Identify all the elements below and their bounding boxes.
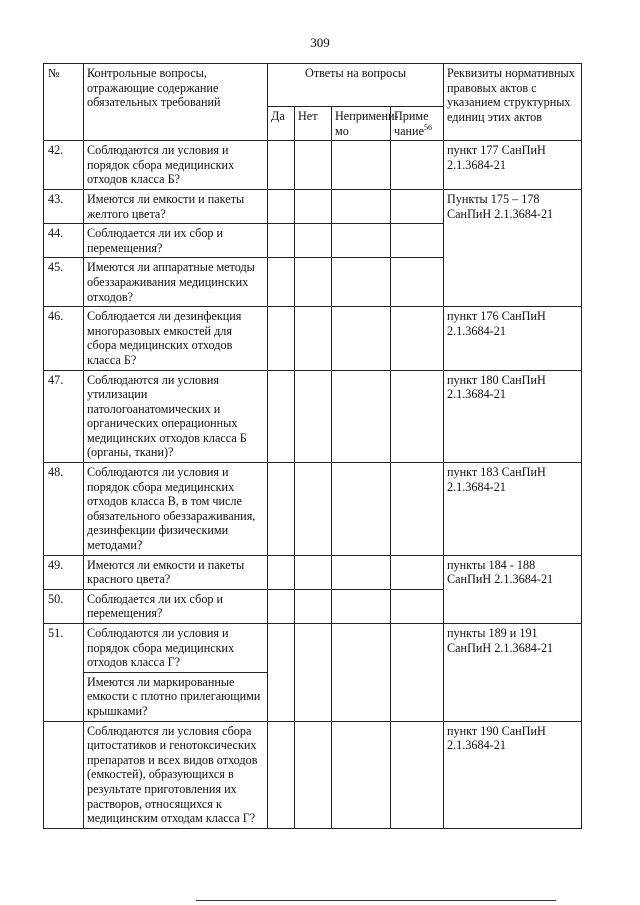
row-reference: пункт 190 СанПиН 2.1.3684-21 — [444, 721, 582, 828]
answer-no-cell[interactable] — [295, 463, 332, 556]
bottom-rule — [196, 900, 556, 901]
row-number: 46. — [44, 307, 84, 370]
row-reference: пункт 176 СанПиН 2.1.3684-21 — [444, 307, 582, 370]
answer-note-cell[interactable] — [391, 370, 444, 463]
answer-note-cell[interactable] — [391, 224, 444, 258]
answer-no-cell[interactable] — [295, 224, 332, 258]
answer-na-cell[interactable] — [332, 224, 391, 258]
answer-yes-cell[interactable] — [268, 189, 295, 223]
answer-yes-cell[interactable] — [268, 589, 295, 623]
header-requisites: Реквизиты нормативных правовых актов с указанием структурных единиц этих актов — [444, 64, 582, 141]
table-row — [44, 463, 582, 556]
row-reference: Пункты 175 – 178 СанПиН 2.1.3684-21 — [444, 189, 582, 306]
row-reference: пункт 183 СанПиН 2.1.3684-21 — [444, 463, 582, 556]
row-number: 42. — [44, 141, 84, 190]
answer-no-cell[interactable] — [295, 589, 332, 623]
answer-na-cell[interactable] — [332, 307, 391, 370]
answer-note-cell[interactable] — [391, 189, 444, 223]
header-num: № — [44, 64, 84, 141]
row-number: 48. — [44, 463, 84, 556]
row-reference: пункт 177 СанПиН 2.1.3684-21 — [444, 141, 582, 190]
answer-note-cell[interactable] — [391, 721, 444, 828]
row-number: 49. — [44, 555, 84, 589]
row-number: 43. — [44, 189, 84, 223]
table-row — [44, 555, 582, 589]
checklist-table — [43, 63, 582, 829]
answer-na-cell[interactable] — [332, 555, 391, 589]
row-question: Имеются ли емкости и пакеты желтого цвета? — [84, 189, 268, 223]
answer-yes-cell[interactable] — [268, 463, 295, 556]
header-yes: Да — [268, 107, 295, 141]
row-number: 47. — [44, 370, 84, 463]
answer-na-cell[interactable] — [332, 721, 391, 828]
row-question: Соблюдается ли дезинфекция многоразовых емкостей для сбора медицинских отходов класса Б? — [84, 307, 268, 370]
row-reference: пункт 180 СанПиН 2.1.3684-21 — [444, 370, 582, 463]
table-row — [44, 141, 582, 190]
header-note-text: Приме чание — [394, 109, 429, 138]
answer-no-cell[interactable] — [295, 624, 332, 722]
answer-na-cell[interactable] — [332, 258, 391, 307]
answer-no-cell[interactable] — [295, 141, 332, 190]
answer-yes-cell[interactable] — [268, 555, 295, 589]
answer-na-cell[interactable] — [332, 189, 391, 223]
header-row-1 — [44, 64, 582, 107]
row-number: 44. — [44, 224, 84, 258]
table-row — [44, 307, 582, 370]
answer-note-cell[interactable] — [391, 463, 444, 556]
answer-note-cell[interactable] — [391, 258, 444, 307]
row-question: Имеются ли аппаратные методы обеззараживания медицинских отходов? — [84, 258, 268, 307]
row-question: Соблюдаются ли условия и порядок сбора медицинских отходов класса В, в том числе обязательного обеззараживания, дезинфекции физическими методами? — [84, 463, 268, 556]
answer-note-cell[interactable] — [391, 555, 444, 589]
row-number: 51. — [44, 624, 84, 722]
table-row — [44, 721, 582, 828]
answer-no-cell[interactable] — [295, 307, 332, 370]
answer-no-cell[interactable] — [295, 555, 332, 589]
answer-no-cell[interactable] — [295, 189, 332, 223]
answer-yes-cell[interactable] — [268, 141, 295, 190]
answer-na-cell[interactable] — [332, 463, 391, 556]
answer-na-cell[interactable] — [332, 370, 391, 463]
row-question: Соблюдаются ли условия сбора цитостатиков и генотоксических препаратов и всех видов отходов (емкостей), образующихся в результате приготовления их растворов, относящихся к медицинским отходам класса Г? — [84, 721, 268, 828]
row-question: Соблюдаются ли условия утилизации патологоанатомических и органических операционных медицинских отходов класса Б (органы, ткани)? — [84, 370, 268, 463]
row-number — [44, 721, 84, 828]
answer-yes-cell[interactable] — [268, 224, 295, 258]
row-reference: пункты 184 - 188 СанПиН 2.1.3684-21 — [444, 555, 582, 623]
footnote-mark: 56 — [424, 122, 432, 132]
row-question: Соблюдается ли их сбор и перемещения? — [84, 589, 268, 623]
row-question: Имеются ли маркированные емкости с плотно прилегающими крышками? — [84, 672, 268, 721]
row-reference: пункты 189 и 191 СанПиН 2.1.3684-21 — [444, 624, 582, 722]
header-no: Нет — [295, 107, 332, 141]
answer-note-cell[interactable] — [391, 141, 444, 190]
header-note — [391, 107, 444, 141]
answer-yes-cell[interactable] — [268, 721, 295, 828]
row-number: 50. — [44, 589, 84, 623]
answer-na-cell[interactable] — [332, 624, 391, 722]
table-row — [44, 624, 582, 673]
answer-yes-cell[interactable] — [268, 258, 295, 307]
answer-yes-cell[interactable] — [268, 370, 295, 463]
answer-no-cell[interactable] — [295, 370, 332, 463]
answer-na-cell[interactable] — [332, 141, 391, 190]
header-not-applicable: Непримени-мо — [332, 107, 391, 141]
header-question: Контрольные вопросы, отражающие содержание обязательных требований — [84, 64, 268, 141]
answer-note-cell[interactable] — [391, 307, 444, 370]
row-question: Имеются ли емкости и пакеты красного цвета? — [84, 555, 268, 589]
answer-note-cell[interactable] — [391, 589, 444, 623]
header-answers: Ответы на вопросы — [268, 64, 444, 107]
table-row — [44, 370, 582, 463]
answer-na-cell[interactable] — [332, 589, 391, 623]
row-question: Соблюдаются ли условия и порядок сбора медицинских отходов класса Б? — [84, 141, 268, 190]
answer-no-cell[interactable] — [295, 258, 332, 307]
row-question: Соблюдается ли их сбор и перемещения? — [84, 224, 268, 258]
row-question: Соблюдаются ли условия и порядок сбора медицинских отходов класса Г? — [84, 624, 268, 673]
row-number: 45. — [44, 258, 84, 307]
answer-note-cell[interactable] — [391, 624, 444, 722]
page-number: 309 — [310, 35, 330, 50]
answer-yes-cell[interactable] — [268, 307, 295, 370]
answer-no-cell[interactable] — [295, 721, 332, 828]
table-row — [44, 189, 582, 223]
answer-yes-cell[interactable] — [268, 624, 295, 722]
